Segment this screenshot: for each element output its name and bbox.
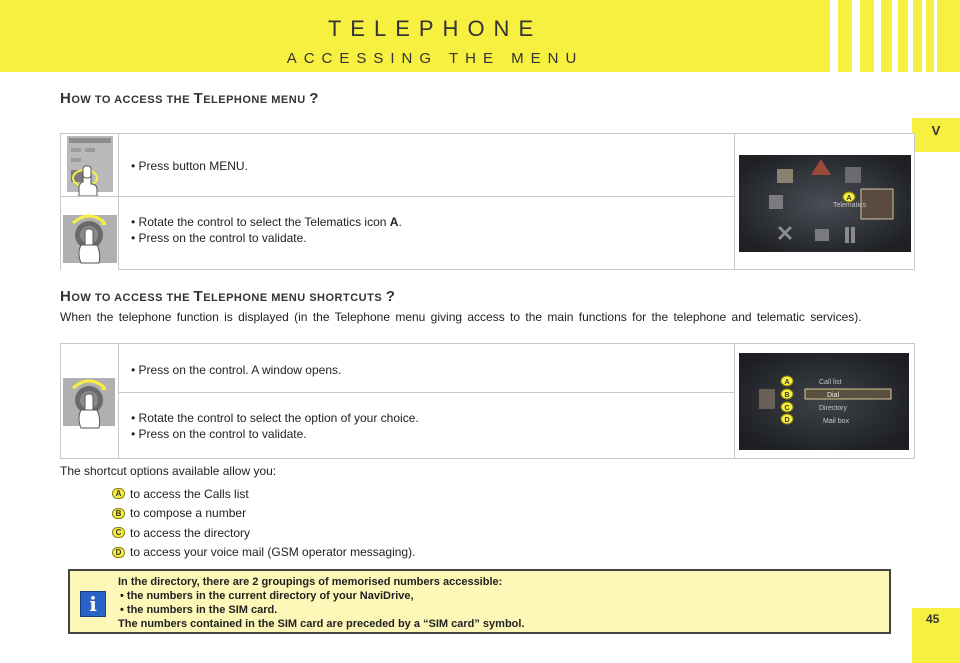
shortcuts-intro-text: When the telephone function is displayed (in the Telephone menu giving access to the main functions for the telephone and telematic services).: [60, 310, 862, 324]
telematics-badge: A: [846, 195, 852, 202]
rotate-control-illustration: [61, 196, 119, 270]
badge-c: C: [112, 527, 125, 538]
info-icon: i: [80, 591, 106, 617]
menu-item-call-list: Call list: [819, 379, 842, 386]
badge-d: D: [112, 547, 125, 558]
list-item: C to access the directory: [112, 523, 415, 543]
menu-badge-b: B: [784, 392, 790, 399]
menu-badge-a: A: [784, 379, 790, 386]
menu-item-dial: Dial: [827, 392, 840, 399]
list-item: A to access the Calls list: [112, 484, 415, 504]
menu-item-mail-box: Mail box: [823, 418, 850, 425]
telematics-screen-cell: [735, 134, 915, 269]
menu-button-illustration: [61, 134, 119, 196]
menu-steps-table: [60, 133, 915, 270]
shortcut-steps-table: [60, 343, 915, 459]
menu-badge-c: C: [784, 405, 790, 412]
telematics-screen: [739, 155, 911, 252]
page-number: 45: [912, 608, 960, 663]
menu-badge-d: D: [784, 417, 790, 424]
menu-item-directory: Directory: [819, 405, 848, 412]
step-select-option: • Rotate the control to select the option of your choice. • Press on the control to validate.: [119, 392, 735, 458]
shortcut-options-list: [112, 484, 415, 562]
page-header: [0, 0, 960, 72]
info-note-box: [68, 569, 891, 634]
step-press-menu: • Press button MENU.: [119, 134, 735, 196]
page-subtitle: ACCESSING THE MENU: [286, 50, 584, 67]
badge-b: B: [112, 508, 125, 519]
note-text: In the directory, there are 2 groupings of memorised numbers accessible: • the numbers in the current directory of your NaviDrive, • the numbers in the SIM card. The numbers contained in the SIM card are preceded by a “SIM card” symbol.: [118, 576, 525, 630]
shortcut-menu-screen: [739, 353, 909, 450]
list-item: D to access your voice mail (GSM operator messaging).: [112, 543, 415, 563]
shortcut-options-intro: The shortcut options available allow you:: [60, 464, 277, 478]
chapter-tab: V: [912, 118, 960, 152]
badge-a: A: [112, 488, 125, 499]
step-open-window: • Press on the control. A window opens.: [119, 344, 735, 392]
section-heading-menu: HOW TO ACCESS THE TELEPHONE MENU ?: [60, 90, 319, 107]
list-item: B to compose a number: [112, 504, 415, 524]
rotate-press-illustration: [61, 344, 119, 458]
telematics-label: Telematics: [833, 202, 867, 209]
shortcut-screen-cell: [735, 344, 915, 458]
step-select-telematics: • Rotate the control to select the Telematics icon A. • Press on the control to validate.: [119, 196, 735, 270]
section-heading-shortcuts: HOW TO ACCESS THE TELEPHONE MENU SHORTCUTS ?: [60, 288, 396, 305]
page-title: TELEPHONE: [327, 16, 543, 41]
